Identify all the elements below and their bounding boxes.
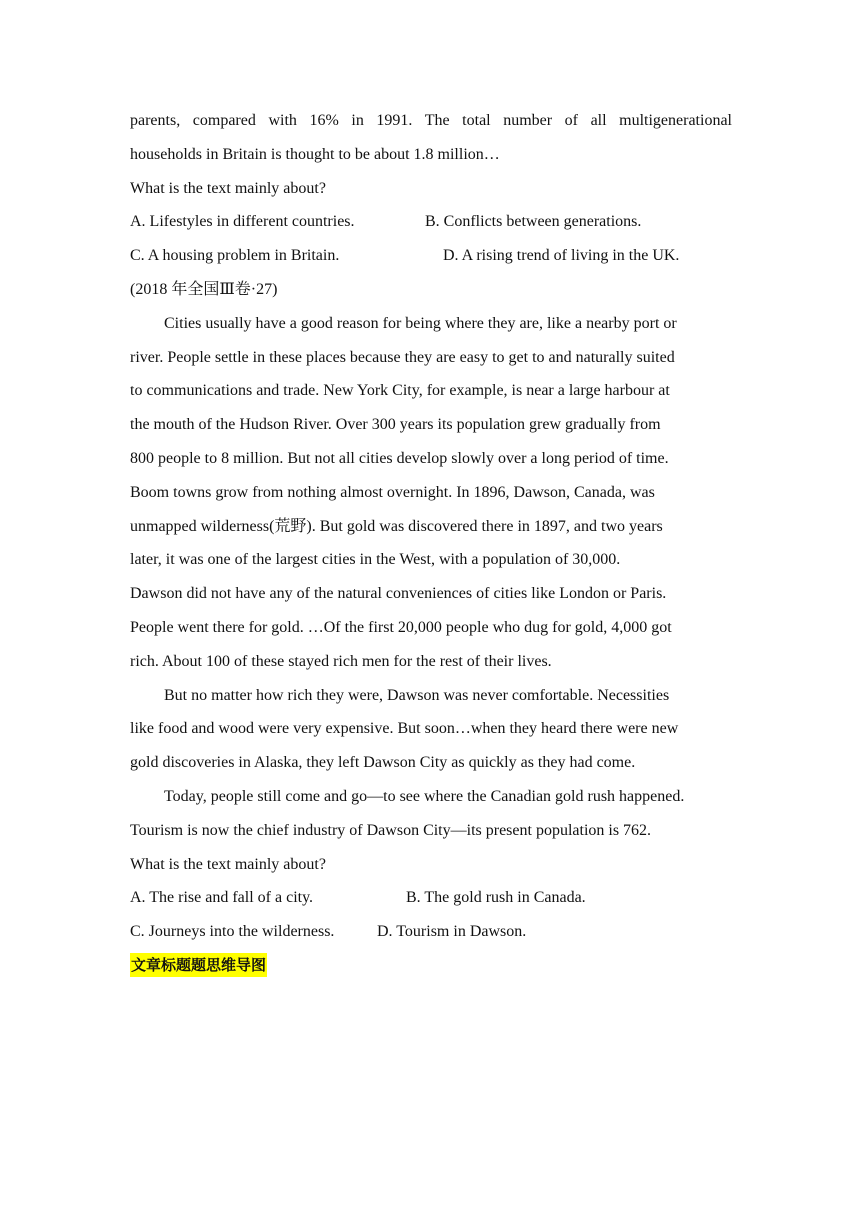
passage2-line-3: to communications and trade. New York City, for example, is near a large harbour at [130,382,670,400]
question2-stem: What is the text mainly about? [130,855,326,873]
passage2-line-9: Dawson did not have any of the natural conveniences of cities like London or Paris. [130,585,667,603]
passage2-line-11: rich. About 100 of these stayed rich men for the rest of their lives. [130,652,552,670]
passage2-line-2: river. People settle in these places because they are easy to get to and naturally suited [130,348,675,366]
question1-options-row-2 [130,239,732,273]
passage2-line-16: Tourism is now the chief industry of Dawson City—its present population is 762. [130,821,652,839]
passage2-line-15: Today, people still come and go—to see where the Canadian gold rush happened. [164,787,685,805]
document-page [130,104,732,977]
passage2-line-12: But no matter how rich they were, Dawson was never comfortable. Necessities [164,686,670,704]
question2-option-b: B. The gold rush in Canada. [406,889,586,907]
passage2-line-8: later, it was one of the largest cities in the West, with a population of 30,000. [130,551,621,569]
passage2-line-1: Cities usually have a good reason for being where they are, like a nearby port or [164,314,677,332]
passage1-line-1: parents, compared with 16% in 1991. The total number of all multigenerational [130,112,732,129]
question2-option-c: C. Journeys into the wilderness. [130,923,335,941]
question1-options-row-1 [130,205,732,239]
passage1-line-2: households in Britain is thought to be about 1.8 million… [130,145,500,163]
section-heading: 文章标题题思维导图 [130,953,267,977]
question1-stem: What is the text mainly about? [130,179,326,197]
question1-option-b: B. Conflicts between generations. [425,213,642,231]
passage2-line-13: like food and wood were very expensive. But soon…when they heard there were new [130,720,679,738]
question2-option-d: D. Tourism in Dawson. [377,923,527,941]
source-label: (2018 年全国Ⅲ卷·27) [130,280,278,298]
passage2-line-10: People went there for gold. …Of the first 20,000 people who dug for gold, 4,000 got [130,618,672,636]
question1-option-c: C. A housing problem in Britain. [130,247,340,265]
question2-options-row-1 [130,881,732,915]
passage2-line-6: Boom towns grow from nothing almost overnight. In 1896, Dawson, Canada, was [130,483,655,501]
question2-options-row-2 [130,915,732,949]
question1-option-a: A. Lifestyles in different countries. [130,213,355,231]
question2-option-a: A. The rise and fall of a city. [130,889,314,907]
passage2-line-7: unmapped wilderness(荒野). But gold was discovered there in 1897, and two years [130,517,663,535]
passage2-line-5: 800 people to 8 million. But not all cities develop slowly over a long period of time. [130,449,669,467]
question1-option-d: D. A rising trend of living in the UK. [443,247,680,265]
section-heading-row [130,949,732,977]
passage2-line-14: gold discoveries in Alaska, they left Dawson City as quickly as they had come. [130,754,636,772]
passage2-line-4: the mouth of the Hudson River. Over 300 years its population grew gradually from [130,416,661,434]
